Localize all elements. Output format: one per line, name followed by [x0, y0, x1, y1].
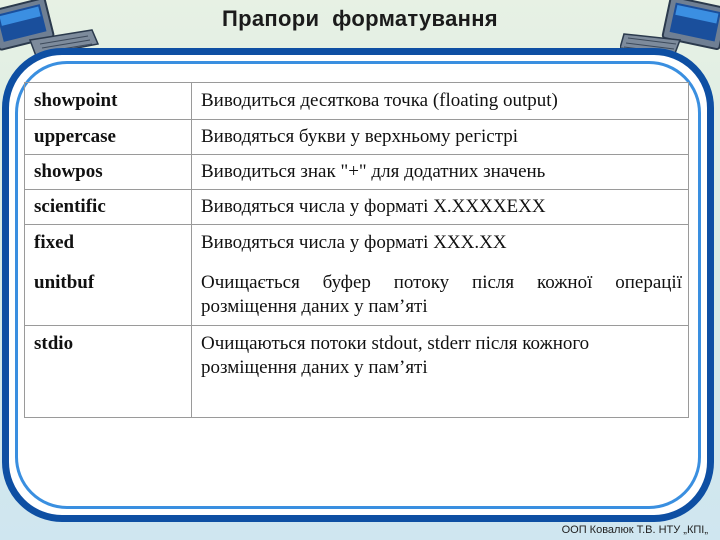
table-row: [25, 326, 689, 418]
slide-footer: ООП Ковалюк Т.В. НТУ „КПІ„: [561, 524, 708, 536]
flag-name: scientific: [25, 190, 192, 225]
flag-description: Виводиться знак "+" для додатних значень: [192, 155, 689, 190]
flag-description: Виводяться числа у форматі XXX.XX: [201, 232, 507, 253]
flag-description: Виводиться десяткова точка (floating output): [192, 83, 689, 120]
flag-description: Очищається буфер потоку після кожної операції розміщення даних у пам’яті: [201, 272, 682, 317]
table-row: [25, 225, 689, 326]
flag-description: Очищаються потоки stdout, stderr після кожного розміщення даних у пам’яті: [192, 326, 689, 418]
flag-name-cell: [25, 225, 192, 326]
flag-name: unitbuf: [34, 272, 95, 293]
format-flags-table: [24, 82, 689, 418]
flag-name: fixed: [34, 232, 75, 253]
flag-description: Виводяться букви у верхньому регістрі: [192, 120, 689, 155]
flag-name: showpos: [25, 155, 192, 190]
flag-name: stdio: [25, 326, 192, 418]
flag-description: Виводяться числа у форматі X.XXXXEXX: [192, 190, 689, 225]
flag-name: uppercase: [25, 120, 192, 155]
slide-title: Прапори форматування: [222, 6, 498, 31]
spacer: [34, 255, 182, 271]
flag-name: showpoint: [25, 83, 192, 120]
flag-description-cell: [192, 225, 689, 326]
spacer: [201, 255, 682, 271]
table-row: [25, 83, 689, 120]
table-row: [25, 190, 689, 225]
table-row: [25, 120, 689, 155]
table-row: [25, 155, 689, 190]
